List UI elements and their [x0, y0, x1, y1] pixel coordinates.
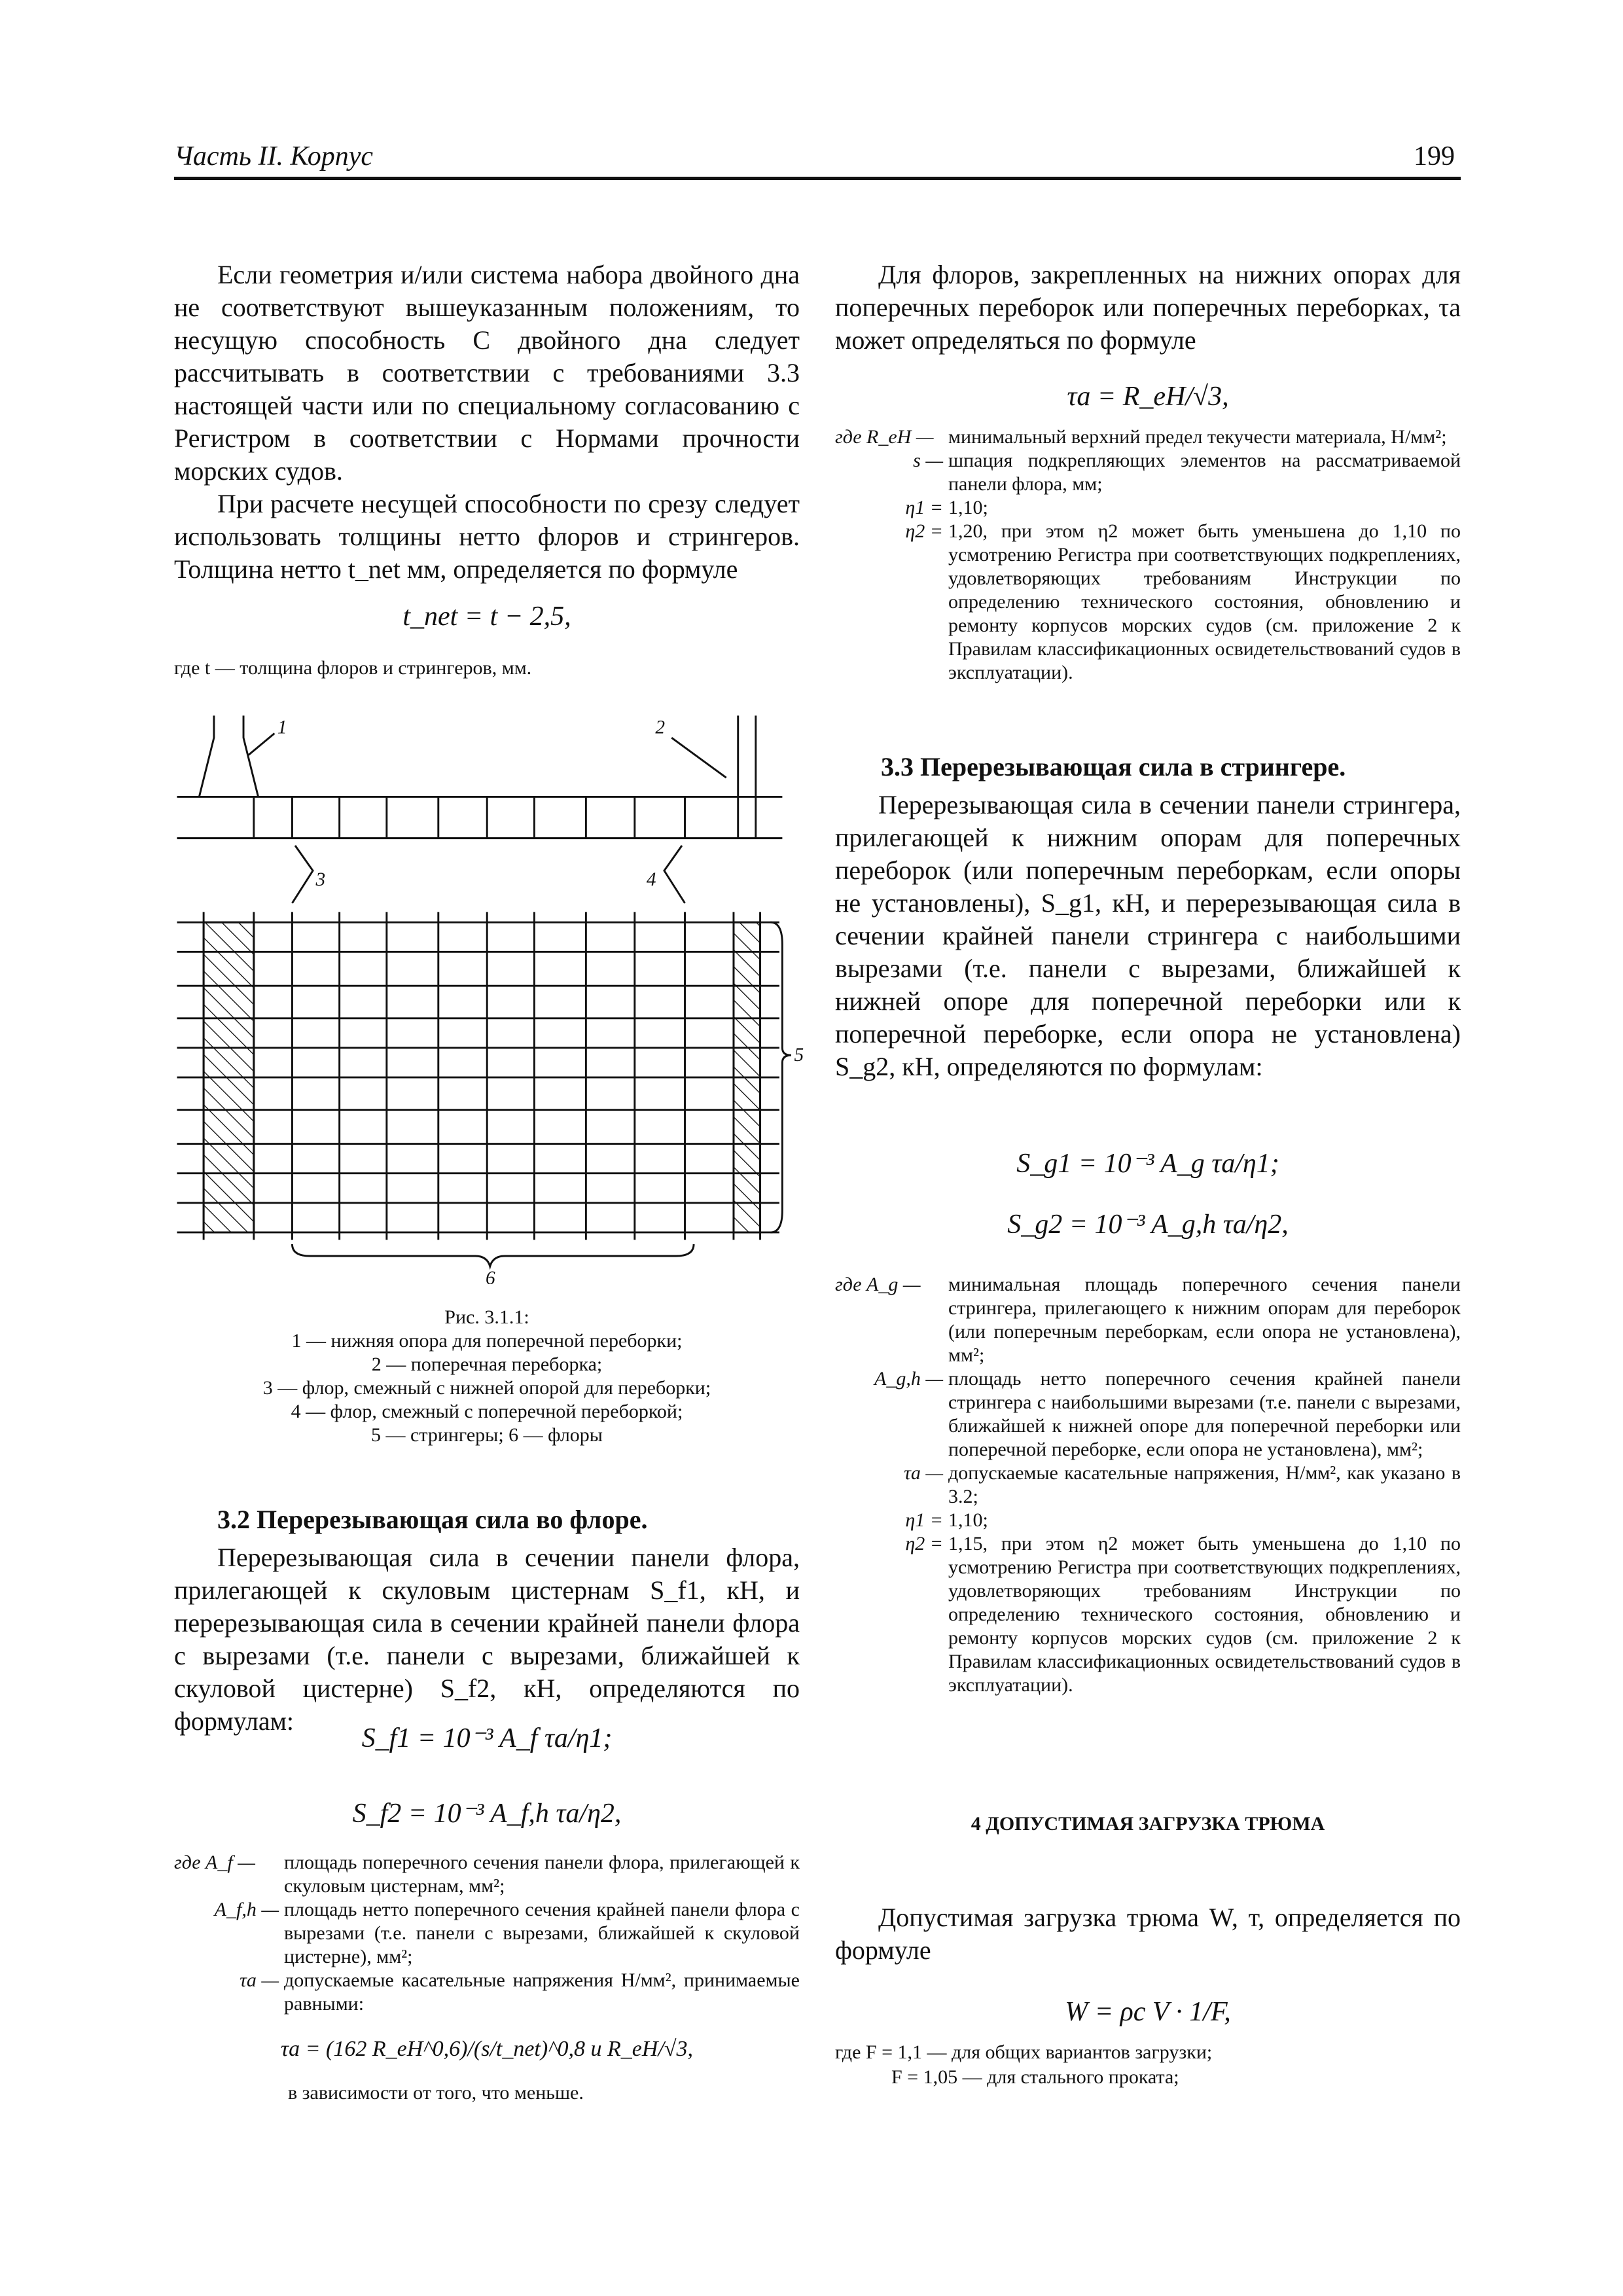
caption-line: 1 — нижняя опора для поперечной переборки;: [291, 1330, 683, 1352]
def-term: где R_eH —: [835, 426, 934, 448]
def-text: допускаемые касательные напряжения, Н/мм², как указано в 3.2;: [948, 1462, 1461, 1507]
paragraph: Перерезывающая сила в сечении панели флора, прилегающей к скуловым цистернам S_f1, кН, и перерезывающая сила в сечении крайней панели флора с вырезами (т.е. панели с вырезами, ближайшей к скуловой цистерне) S_f2, кН, определяются по формулам:: [174, 1543, 800, 1736]
formula-tau-reh: τa = R_eH/√3,: [1067, 382, 1229, 412]
def-term: где A_g —: [835, 1274, 921, 1295]
figure-label-3: 3: [315, 869, 326, 890]
note: в зависимости от того, что меньше.: [288, 2082, 584, 2104]
def-text: площадь поперечного сечения панели флора, прилегающей к скуловым цистернам, мм²;: [284, 1852, 800, 1897]
header-rule: [174, 177, 1461, 180]
def-term: τa —: [904, 1462, 943, 1484]
formula-sf1: S_f1 = 10⁻³ A_f τa/η1;: [361, 1723, 613, 1753]
def-term: где A_f —: [174, 1852, 255, 1873]
def-term: η2 =: [905, 520, 943, 542]
definitions-list: [835, 1273, 1461, 1697]
figure-label-1: 1: [277, 717, 287, 738]
def-text: минимальная площадь поперечного сечения панели стрингера, прилегающего к нижним опорам для переборок (или поперечным переборкам, если опора не установлена), мм²;: [948, 1274, 1461, 1366]
figure-double-bottom: [174, 708, 809, 1284]
def-term: A_f,h —: [214, 1899, 279, 1920]
definition: где t — толщина флоров и стрингеров, мм.: [174, 657, 532, 679]
def-term: A_g,h —: [874, 1368, 943, 1390]
def-text: 1,15, при этом η2 может быть уменьшена до 1,10 по усмотрению Регистра при соответствующих подкреплениях, удовлетворяющих требованиям Инструкции по определению технического состояния, обновлению и ремонту корпусов морских судов (см. приложение 2 к Правилам классификационных освидетельствований судов в эксплуатации).: [948, 1533, 1461, 1696]
formula-tau: τa = (162 R_eH^0,6)/(s/t_net)^0,8 и R_eH/√3,: [280, 2037, 694, 2061]
formula-sg2: S_g2 = 10⁻³ A_g,h τa/η2,: [1007, 1210, 1289, 1240]
def-text: 1,10;: [948, 497, 988, 518]
caption-line: 4 — флор, смежный с поперечной переборкой;: [291, 1401, 683, 1422]
definitions-list: [174, 1851, 800, 2016]
paragraph: Для флоров, закрепленных на нижних опорах для поперечных переборок или поперечных переборках, τa может определяться по формуле: [835, 260, 1461, 355]
def-text: 1,10;: [948, 1509, 988, 1531]
def-term: τa —: [240, 1969, 279, 1991]
f-line: где F = 1,1 — для общих вариантов загрузки;: [835, 2041, 1213, 2063]
formula-w: W = ρc V · 1/F,: [1065, 1997, 1231, 2027]
paragraph: При расчете несущей способности по срезу следует использовать толщины нетто флоров и стрингеров. Толщина нетто t_net мм, определяется по формуле: [174, 489, 800, 584]
caption-line: 2 — поперечная переборка;: [371, 1354, 603, 1375]
def-text: площадь нетто поперечного сечения крайней панели стрингера с наибольшими вырезами (т.е. панели с вырезами, ближайшей к нижней опоре для поперечной переборки или поперечной переборке, если опора не установлена), мм²;: [948, 1368, 1461, 1460]
def-text: минимальный верхний предел текучести материала, Н/мм²;: [948, 426, 1447, 448]
def-text: допускаемые касательные напряжения Н/мм², принимаемые равными:: [284, 1969, 800, 2015]
figure-label-6: 6: [485, 1267, 495, 1284]
caption-line: 3 — флор, смежный с нижней опорой для переборки;: [262, 1377, 711, 1399]
page-number: 199: [1414, 141, 1455, 171]
figure-label-2: 2: [655, 717, 666, 738]
definitions-list: [835, 425, 1461, 685]
def-term: s —: [913, 450, 943, 471]
paragraph: Перерезывающая сила в сечении панели стрингера, прилегающей к нижним опорам для поперечных переборок (или поперечным переборкам, если опоры не установлены), S_g1, кН, и перерезывающая сила в сечении крайней панели стрингера с наибольшими вырезами (т.е. панели с вырезами, ближайшей к нижней опоре для поперечной переборки или к поперечной переборке, если опора не установлена) S_g2, кН, определяются по формулам:: [835, 790, 1461, 1081]
section-heading-3-3: 3.3 Перерезывающая сила в стрингере.: [881, 752, 1346, 781]
formula-sf2: S_f2 = 10⁻³ A_f,h τa/η2,: [352, 1799, 622, 1829]
def-term: η1 =: [905, 497, 943, 518]
caption-line: Рис. 3.1.1:: [444, 1306, 529, 1328]
f-line: F = 1,05 — для стального проката;: [891, 2066, 1179, 2088]
figure-label-4: 4: [646, 869, 656, 890]
paragraph: Если геометрия и/или система набора двойного дна не соответствуют вышеуказанным положениям, то несущую способность C двойного дна следует рассчитывать в соответствии с требованиями 3.3 настоящей части или по специальному согласованию с Регистром в соответствии с Нормами прочности морских судов.: [174, 260, 800, 486]
def-text: шпация подкрепляющих элементов на рассматриваемой панели флора, мм;: [948, 450, 1461, 495]
caption-line: 5 — стрингеры; 6 — флоры: [371, 1424, 603, 1446]
def-text: 1,20, при этом η2 может быть уменьшена до 1,10 по усмотрению Регистра при соответствующих подкреплениях, удовлетворяющих требованиям Инструкции по определению технического состояния, обновлению и ремонту корпусов морских судов (см. приложение 2 к Правилам классификационных освидетельствований судов в эксплуатации).: [948, 520, 1461, 683]
figure-caption: [174, 1306, 800, 1447]
paragraph: Допустимая загрузка трюма W, т, определяется по формуле: [835, 1903, 1461, 1965]
section-heading-4: 4 ДОПУСТИМАЯ ЗАГРУЗКА ТРЮМА: [971, 1813, 1325, 1835]
formula-tnet: t_net = t − 2,5,: [402, 601, 571, 632]
section-heading-3-2: 3.2 Перерезывающая сила во флоре.: [217, 1505, 648, 1534]
def-text: площадь нетто поперечного сечения крайней панели флора с вырезами (т.е. панели с вырезами, ближайшей к скуловой цистерне), мм²;: [284, 1899, 800, 1967]
def-term: η2 =: [905, 1533, 943, 1554]
def-term: η1 =: [905, 1509, 943, 1531]
formula-sg1: S_g1 = 10⁻³ A_g τa/η1;: [1016, 1149, 1279, 1179]
figure-label-5: 5: [794, 1045, 804, 1066]
running-header-title: Часть II. Корпус: [174, 141, 374, 171]
